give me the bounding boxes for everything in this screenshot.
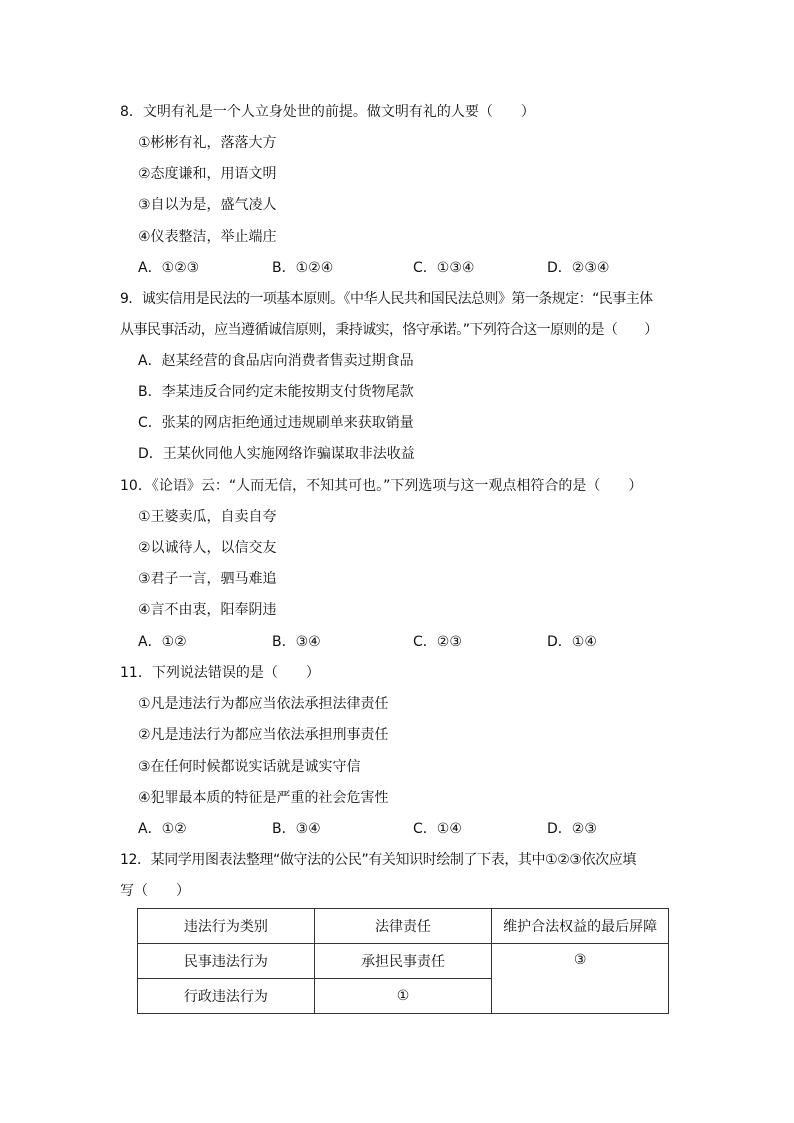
table-header-cell: 违法行为类别 xyxy=(138,909,315,944)
question-12-stem-line2: 写（ ） xyxy=(120,883,190,899)
q10-item-2: ②以诚待人，以信交友 xyxy=(138,540,277,556)
table-cell: 承担民事责任 xyxy=(314,944,492,979)
q8-option-a: A．①②③ xyxy=(138,260,200,276)
q8-option-c: C．①③④ xyxy=(413,260,475,276)
q10-item-3: ③君子一言，驷马难追 xyxy=(138,571,277,587)
q10-item-1: ①王婆卖瓜，自卖自夸 xyxy=(138,509,277,525)
q8-item-2: ②态度谦和，用语文明 xyxy=(138,166,277,182)
question-12-stem-line1: 12．某同学用图表法整理“做守法的公民”有关知识时绘制了下表，其中①②③依次应填 xyxy=(120,852,636,868)
q8-option-b: B．①②④ xyxy=(272,260,334,276)
q11-option-c: C．①④ xyxy=(413,821,462,837)
table-cell-merged: ③ xyxy=(492,944,669,1014)
table-cell: ① xyxy=(314,979,492,1014)
question-11-stem: 11．下列说法错误的是（ ） xyxy=(120,665,320,681)
q10-item-4: ④言不由衷，阳奉阴违 xyxy=(138,602,277,618)
question-10-stem: 10．《论语》云：“人而无信，不知其可也。”下列选项与这一观点相符合的是（ ） xyxy=(120,478,643,494)
table-row xyxy=(138,944,669,979)
table-cell: 行政违法行为 xyxy=(138,979,315,1014)
q10-option-a: A．①② xyxy=(138,634,187,650)
question-8-stem: 8．文明有礼是一个人立身处世的前提。做文明有礼的人要（ ） xyxy=(120,104,535,120)
question-9-stem-line2: 从事民事活动，应当遵循诚信原则，秉持诚实，恪守承诺。”下列符合这一原则的是（ ） xyxy=(120,322,658,338)
table-header-cell: 维护合法权益的最后屏障 xyxy=(492,909,669,944)
q8-item-1: ①彬彬有礼，落落大方 xyxy=(138,135,277,151)
question-9-stem-line1: 9．诚实信用是民法的一项基本原则。《中华人民共和国民法总则》第一条规定：“民事主体 xyxy=(120,291,653,307)
q11-option-a: A．①② xyxy=(138,821,187,837)
table-header-cell: 法律责任 xyxy=(314,909,492,944)
q10-option-b: B．③④ xyxy=(272,634,321,650)
knowledge-table xyxy=(137,908,669,1014)
q11-item-1: ①凡是违法行为都应当依法承担法律责任 xyxy=(138,696,389,712)
q10-option-c: C．②③ xyxy=(413,634,462,650)
q11-item-4: ④犯罪最本质的特征是严重的社会危害性 xyxy=(138,790,389,806)
q8-option-d: D．②③④ xyxy=(547,260,610,276)
q11-option-b: B．③④ xyxy=(272,821,321,837)
q8-item-3: ③自以为是，盛气凌人 xyxy=(138,197,277,213)
q9-option-c: C．张某的网店拒绝通过违规刷单来获取销量 xyxy=(138,415,414,431)
q10-option-d: D．①④ xyxy=(547,634,597,650)
q11-item-2: ②凡是违法行为都应当依法承担刑事责任 xyxy=(138,727,389,743)
q11-item-3: ③在任何时候都说实话就是诚实守信 xyxy=(138,759,361,775)
table-header-row xyxy=(138,909,669,944)
q9-option-d: D．王某伙同他人实施网络诈骗谋取非法收益 xyxy=(138,446,415,462)
q11-option-d: D．②③ xyxy=(547,821,597,837)
table-cell: 民事违法行为 xyxy=(138,944,315,979)
q9-option-a: A．赵某经营的食品店向消费者售卖过期食品 xyxy=(138,353,414,369)
q8-item-4: ④仪表整洁，举止端庄 xyxy=(138,229,277,245)
q9-option-b: B．李某违反合同约定未能按期支付货物尾款 xyxy=(138,384,414,400)
